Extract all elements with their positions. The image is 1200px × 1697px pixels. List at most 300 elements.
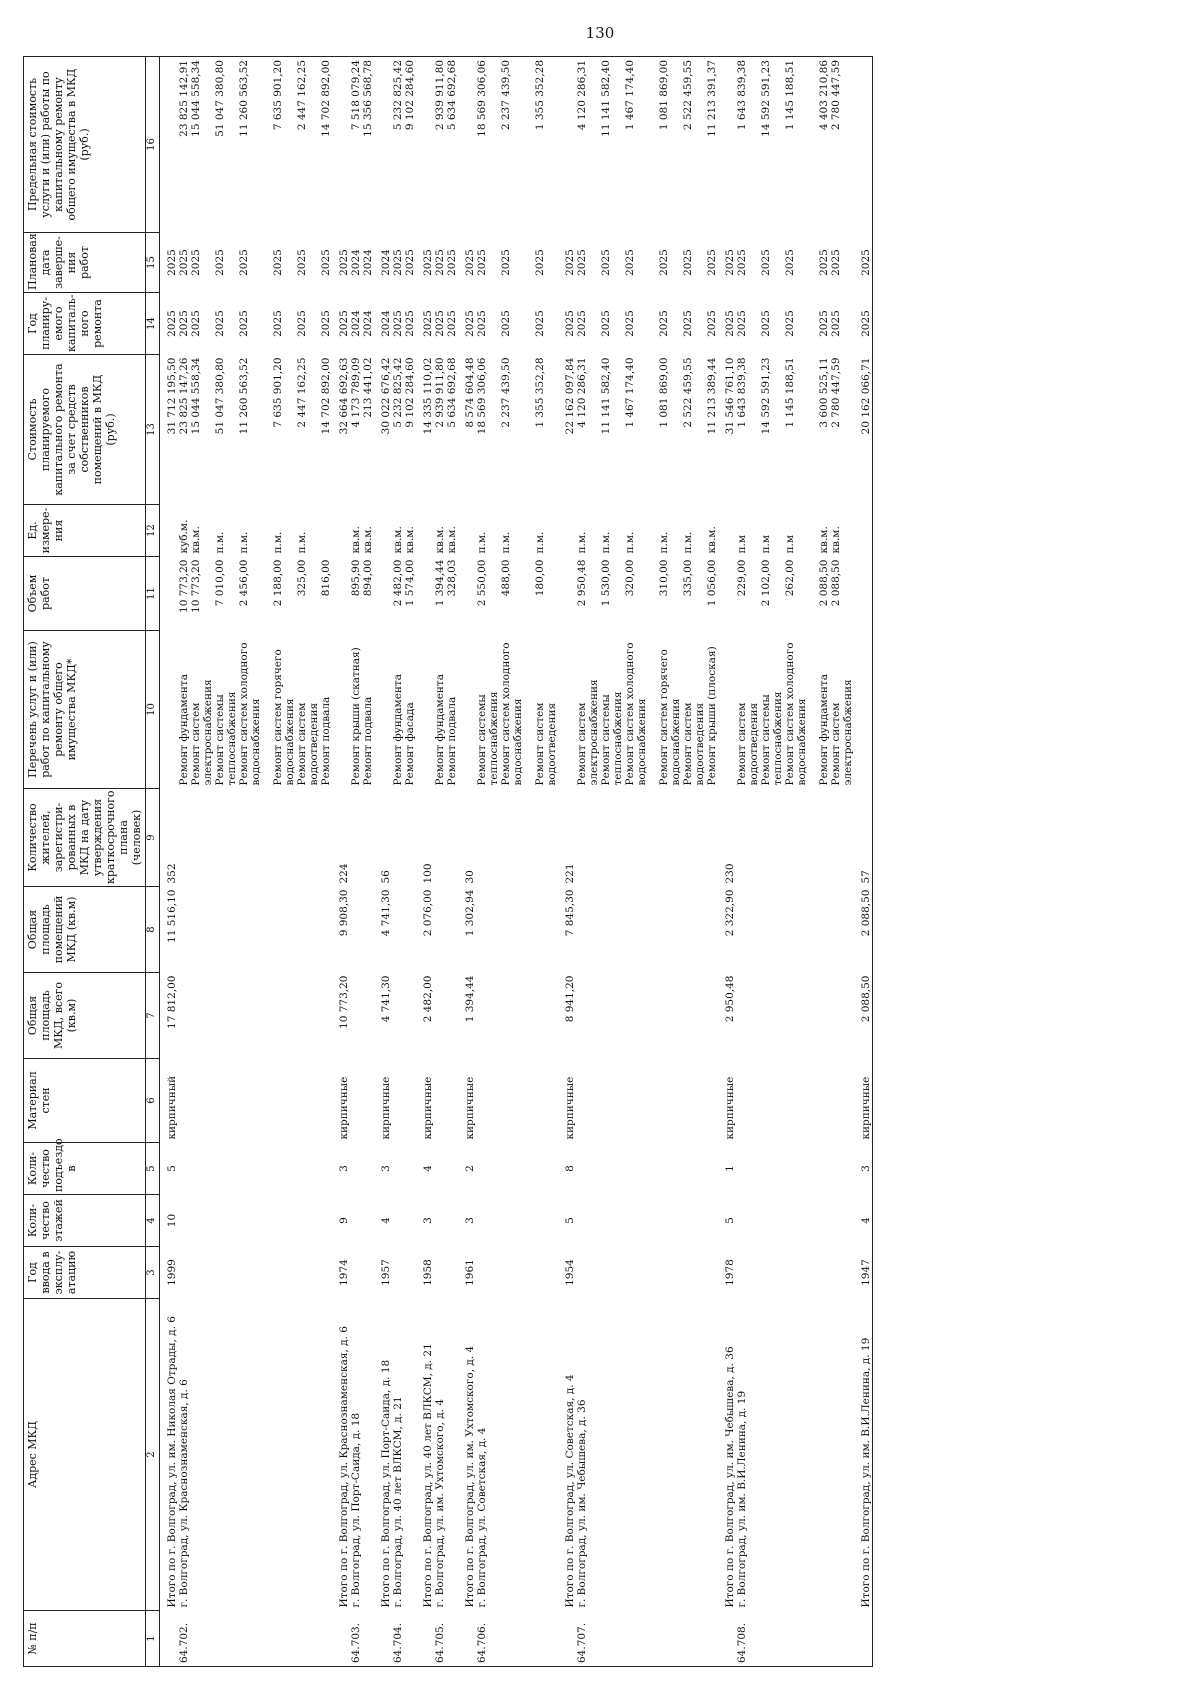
table-cell: 2024: [362, 249, 374, 276]
table-cell: [670, 57, 682, 233]
column-number-row: [146, 57, 160, 1667]
table-row: [178, 57, 190, 1667]
total-row: [374, 57, 392, 1667]
table-cell: [612, 1059, 624, 1143]
table-cell: [226, 355, 238, 505]
table-cell: [748, 1059, 760, 1143]
table-cell: [854, 57, 873, 233]
table-cell: 1 056,00: [706, 559, 718, 607]
table-cell: [796, 57, 808, 233]
table-cell: [694, 505, 706, 557]
table-cell: [350, 973, 362, 1059]
table-row: [624, 57, 636, 1667]
table-cell: [736, 1195, 748, 1247]
table-cell: [284, 505, 296, 557]
table-cell: [706, 1059, 718, 1143]
table-cell: [178, 1059, 190, 1143]
table-cell: [576, 789, 588, 887]
table-cell: [308, 233, 320, 293]
table-cell: [524, 293, 534, 355]
table-cell: 2025: [422, 310, 434, 337]
table-cell: [748, 505, 760, 557]
table-cell: [476, 1195, 488, 1247]
table-cell: [434, 789, 446, 887]
table-cell: кв.м.: [190, 526, 202, 554]
table-cell: 2 522 459,55: [682, 57, 694, 233]
table-cell: [488, 1143, 500, 1195]
table-cell: [272, 789, 284, 887]
table-cell: [558, 505, 576, 557]
table-cell: [320, 1143, 332, 1195]
table-cell: [796, 1195, 808, 1247]
table-cell: [284, 293, 296, 355]
table-cell: [488, 1611, 500, 1667]
column-number: 3: [146, 1247, 160, 1299]
table-cell: [226, 1611, 238, 1667]
table-cell: [760, 1611, 772, 1667]
table-cell: [202, 1299, 214, 1611]
table-cell: [706, 789, 718, 887]
total-row: [854, 57, 873, 1667]
total-row: [718, 57, 736, 1667]
table-cell: 1 145 188,51: [784, 57, 796, 233]
table-cell: 262,00: [784, 559, 796, 597]
table-cell: [636, 1059, 648, 1143]
table-cell: Ремонт подвала: [446, 696, 458, 786]
table-cell: [488, 233, 500, 293]
column-number: 15: [146, 233, 160, 293]
table-cell: [476, 1059, 488, 1143]
table-cell: [624, 1299, 636, 1611]
table-cell: 2025: [784, 249, 796, 276]
table-cell: 2025: [338, 310, 350, 337]
table-cell: [190, 1143, 202, 1195]
table-cell: 2025: [404, 249, 416, 276]
table-cell: 2025: [854, 293, 873, 355]
table-row: [772, 57, 784, 1667]
column-header: Стоимость планируемого капитального ремонта за счет средств собственников помещений в МКД (руб.): [24, 355, 146, 505]
table-cell: [748, 973, 760, 1059]
table-cell: [202, 1195, 214, 1247]
table-cell: 1999: [166, 1259, 178, 1286]
table-cell: [284, 1299, 296, 1611]
table-cell: [512, 293, 524, 355]
table-cell: 2025: [534, 249, 546, 276]
table-cell: [748, 1299, 760, 1611]
table-cell: [588, 1143, 600, 1195]
table-cell: [238, 973, 250, 1059]
table-cell: [458, 557, 476, 631]
table-cell: [818, 1299, 830, 1611]
table-cell: Итого по г. Волгоград, ул. им. В.И.Ленина, д. 19: [854, 1299, 873, 1611]
table-cell: [670, 557, 682, 631]
table-cell: [682, 1143, 694, 1195]
table-cell: 14 702 892,00: [320, 357, 332, 435]
table-cell: [226, 789, 238, 887]
table-cell: Ремонт систем: [190, 702, 202, 786]
table-cell: [534, 789, 546, 887]
table-cell: [600, 973, 612, 1059]
table-cell: [500, 1143, 512, 1195]
table-cell: [178, 887, 190, 973]
table-cell: 1 355 352,28: [534, 57, 546, 233]
table-cell: [446, 1611, 458, 1667]
table-cell: [534, 1611, 546, 1667]
table-cell: [226, 887, 238, 973]
table-cell: 1 643 839,38: [736, 357, 748, 428]
table-cell: [682, 1611, 694, 1667]
table-cell: 2 780 447,59: [830, 57, 842, 233]
table-cell: [736, 973, 748, 1059]
table-cell: 1978: [724, 1259, 736, 1286]
table-row: [842, 57, 854, 1667]
table-cell: [636, 1611, 648, 1667]
table-cell: [842, 1247, 854, 1299]
table-cell: 2025: [272, 249, 284, 276]
table-cell: 2025: [576, 249, 588, 276]
table-cell: [190, 973, 202, 1059]
table-cell: [202, 789, 214, 887]
table-cell: [262, 293, 272, 355]
table-cell: [190, 1247, 202, 1299]
table-cell: [636, 789, 648, 887]
column-number: 11: [146, 557, 160, 631]
table-cell: [296, 789, 308, 887]
table-cell: [458, 1611, 476, 1667]
column-number: 1: [146, 1611, 160, 1667]
table-cell: 1947: [854, 1247, 873, 1299]
table-cell: [214, 1299, 226, 1611]
table-cell: [416, 1611, 434, 1667]
table-cell: 11 213 389,44: [706, 357, 718, 435]
table-row: [670, 57, 682, 1667]
table-cell: [262, 789, 272, 887]
table-cell: 5 232 825,42: [392, 57, 404, 233]
table-cell: 3 600 525,11: [818, 357, 830, 428]
table-row: [296, 57, 308, 1667]
table-cell: 2 088,50: [854, 973, 873, 1059]
table-cell: [546, 1611, 558, 1667]
table-cell: [500, 1195, 512, 1247]
table-cell: [284, 57, 296, 233]
table-cell: 1 574,00: [404, 559, 416, 607]
table-cell: [636, 557, 648, 631]
table-cell: [524, 1195, 534, 1247]
table-cell: [284, 1059, 296, 1143]
table-cell: Ремонт систем горячего: [272, 649, 284, 786]
table-cell: 1958: [422, 1259, 434, 1286]
table-cell: [350, 1059, 362, 1143]
table-cell: [476, 1143, 488, 1195]
table-cell: [808, 973, 818, 1059]
table-cell: [512, 1611, 524, 1667]
table-cell: [296, 1299, 308, 1611]
table-cell: [362, 789, 374, 887]
table-cell: [546, 1299, 558, 1611]
table-cell: Итого по г. Волгоград, ул. Порт-Саида, д. 18: [380, 1359, 392, 1608]
table-cell: [670, 1059, 682, 1143]
table-cell: [854, 505, 873, 557]
table-cell: [748, 1247, 760, 1299]
table-cell: кв.м.: [818, 526, 830, 554]
table-cell: [362, 1059, 374, 1143]
table-cell: [808, 1143, 818, 1195]
table-cell: [160, 505, 179, 557]
table-cell: [214, 1143, 226, 1195]
table-cell: 2025: [404, 310, 416, 337]
table-cell: 2 088,50: [854, 887, 873, 973]
table-cell: [576, 973, 588, 1059]
table-cell: 64.704.: [392, 1611, 404, 1667]
table-cell: [534, 1299, 546, 1611]
table-cell: [320, 1247, 332, 1299]
column-header: Ед. измере-ния: [24, 505, 146, 557]
table-cell: [392, 1195, 404, 1247]
table-cell: 1 643 839,38: [736, 57, 748, 233]
spacer-row: [648, 57, 658, 1667]
table-cell: [576, 887, 588, 973]
table-row: [434, 57, 446, 1667]
table-cell: [600, 1195, 612, 1247]
table-cell: [854, 557, 873, 631]
table-cell: 221: [564, 863, 576, 884]
table-cell: [524, 1299, 534, 1611]
table-cell: [784, 1611, 796, 1667]
table-cell: [392, 1059, 404, 1143]
table-cell: 229,00: [736, 559, 748, 597]
table-cell: 14 592 591,23: [760, 357, 772, 435]
table-cell: п.м.: [214, 531, 226, 554]
table-cell: [226, 1059, 238, 1143]
table-cell: [500, 887, 512, 973]
table-cell: [500, 1059, 512, 1143]
table-cell: [190, 1195, 202, 1247]
table-cell: [670, 1299, 682, 1611]
table-row: [226, 57, 238, 1667]
table-cell: [682, 1247, 694, 1299]
table-cell: [202, 505, 214, 557]
table-cell: 1 394,44: [434, 559, 446, 607]
table-cell: [784, 1247, 796, 1299]
table-cell: [308, 57, 320, 233]
table-cell: [808, 293, 818, 355]
table-cell: 1 394,44: [464, 975, 476, 1023]
table-cell: п.м.: [576, 531, 588, 554]
table-row: [546, 57, 558, 1667]
table-cell: [772, 1299, 784, 1611]
table-cell: [524, 631, 534, 789]
table-cell: [524, 57, 534, 233]
table-cell: 2 780 447,59: [830, 357, 842, 428]
table-cell: Ремонт фасада: [404, 702, 416, 786]
table-cell: 64.708.: [736, 1611, 748, 1667]
table-cell: [434, 973, 446, 1059]
table-row: [818, 57, 830, 1667]
table-cell: [636, 887, 648, 973]
table-cell: [500, 1611, 512, 1667]
table-row: [476, 57, 488, 1667]
table-cell: [178, 1143, 190, 1195]
table-cell: [296, 1247, 308, 1299]
table-cell: [512, 505, 524, 557]
table-cell: [760, 887, 772, 973]
table-cell: [374, 631, 392, 789]
table-cell: [534, 1059, 546, 1143]
table-cell: [648, 1143, 658, 1195]
table-cell: [842, 355, 854, 505]
table-cell: [588, 233, 600, 293]
table-cell: [736, 1247, 748, 1299]
table-cell: 1 081 869,00: [658, 57, 670, 233]
column-number: 4: [146, 1195, 160, 1247]
table-cell: [830, 1059, 842, 1143]
table-cell: [226, 1195, 238, 1247]
table-cell: [796, 1611, 808, 1667]
table-cell: [818, 789, 830, 887]
table-cell: [320, 887, 332, 973]
table-cell: Итого по г. Волгоград, ул. Краснознаменская, д. 6: [338, 1326, 350, 1608]
table-cell: [202, 1247, 214, 1299]
table-row: [636, 57, 648, 1667]
table-cell: 488,00: [500, 559, 512, 597]
table-cell: [546, 887, 558, 973]
table-cell: водоснабжения: [250, 698, 262, 786]
table-cell: 2 522 459,55: [682, 357, 694, 428]
table-cell: 1 145 188,51: [784, 357, 796, 428]
total-row: [332, 57, 350, 1667]
table-cell: Ремонт систем: [296, 702, 308, 786]
table-cell: [648, 233, 658, 293]
table-cell: [524, 233, 534, 293]
table-row: [272, 57, 284, 1667]
table-cell: [808, 887, 818, 973]
table-cell: 2025: [624, 249, 636, 276]
table-cell: 352: [166, 863, 178, 884]
column-number: 6: [146, 1059, 160, 1143]
table-cell: [250, 1247, 262, 1299]
table-cell: [488, 293, 500, 355]
table-cell: [226, 1143, 238, 1195]
table-cell: [796, 887, 808, 973]
table-cell: 14 702 892,00: [320, 57, 332, 233]
table-cell: [178, 1195, 190, 1247]
table-cell: [624, 1143, 636, 1195]
column-number: 7: [146, 973, 160, 1059]
table-cell: [512, 1059, 524, 1143]
table-cell: [558, 57, 576, 233]
table-cell: кирпичные: [854, 1059, 873, 1143]
table-cell: [760, 1059, 772, 1143]
table-cell: электроснабжения: [202, 679, 214, 786]
table-row: [784, 57, 796, 1667]
table-cell: [308, 1611, 320, 1667]
table-cell: 2025: [534, 310, 546, 337]
table-cell: [854, 631, 873, 789]
table-cell: [636, 1143, 648, 1195]
table-cell: [190, 1059, 202, 1143]
table-cell: 3: [380, 1165, 392, 1172]
table-cell: [588, 57, 600, 233]
table-cell: 32 664 692,63: [338, 357, 350, 435]
table-cell: кирпичный: [166, 1075, 178, 1140]
table-row: [202, 57, 214, 1667]
table-cell: 14 592 591,23: [760, 57, 772, 233]
table-cell: 2025: [724, 310, 736, 337]
table-cell: 816,00: [320, 559, 332, 597]
table-cell: [238, 887, 250, 973]
table-cell: 1 467 174,40: [624, 357, 636, 428]
table-cell: [588, 355, 600, 505]
table-cell: 1 355 352,28: [534, 357, 546, 428]
table-cell: [682, 1059, 694, 1143]
table-cell: [178, 973, 190, 1059]
table-cell: 2025: [392, 249, 404, 276]
table-cell: Ремонт фундамента: [818, 674, 830, 786]
table-cell: кв.м.: [404, 526, 416, 554]
table-cell: [842, 1195, 854, 1247]
table-cell: [458, 505, 476, 557]
table-cell: Ремонт систем холодного: [500, 642, 512, 786]
table-cell: [262, 1143, 272, 1195]
table-cell: [546, 505, 558, 557]
table-cell: [284, 887, 296, 973]
table-cell: [830, 789, 842, 887]
table-cell: г. Волгоград, ул. Порт-Саида, д. 18: [350, 1412, 362, 1608]
table-cell: [374, 505, 392, 557]
table-cell: 2025: [818, 310, 830, 337]
table-cell: [202, 355, 214, 505]
table-cell: [830, 1143, 842, 1195]
table-cell: п.м: [736, 534, 748, 554]
table-cell: 2 550,00: [476, 559, 488, 607]
table-cell: [612, 1299, 624, 1611]
table-cell: [670, 789, 682, 887]
table-cell: [600, 1143, 612, 1195]
table-cell: [808, 1611, 818, 1667]
table-cell: [404, 1143, 416, 1195]
table-cell: [736, 1059, 748, 1143]
table-cell: 2 088,50: [830, 559, 842, 607]
table-cell: 5: [166, 1165, 178, 1172]
table-cell: п.м.: [624, 531, 636, 554]
table-cell: [500, 973, 512, 1059]
table-cell: [588, 1059, 600, 1143]
table-cell: [434, 1195, 446, 1247]
table-cell: 2 076,00: [422, 889, 434, 937]
table-cell: [772, 505, 784, 557]
table-cell: [612, 557, 624, 631]
table-cell: 2025: [658, 249, 670, 276]
table-cell: [250, 505, 262, 557]
total-row: [416, 57, 434, 1667]
table-cell: 2 482,00: [392, 559, 404, 607]
table-cell: [670, 1195, 682, 1247]
table-cell: [320, 1059, 332, 1143]
table-cell: [796, 355, 808, 505]
table-cell: [446, 1195, 458, 1247]
table-cell: [718, 631, 736, 789]
table-cell: кв.м.: [446, 526, 458, 554]
table-cell: [612, 973, 624, 1059]
table-cell: 2025: [624, 310, 636, 337]
table-cell: [818, 1143, 830, 1195]
table-cell: [718, 505, 736, 557]
table-cell: 2025: [830, 310, 842, 337]
table-cell: [588, 973, 600, 1059]
table-cell: [612, 293, 624, 355]
table-cell: 2025: [296, 249, 308, 276]
table-cell: 2025: [338, 249, 350, 276]
